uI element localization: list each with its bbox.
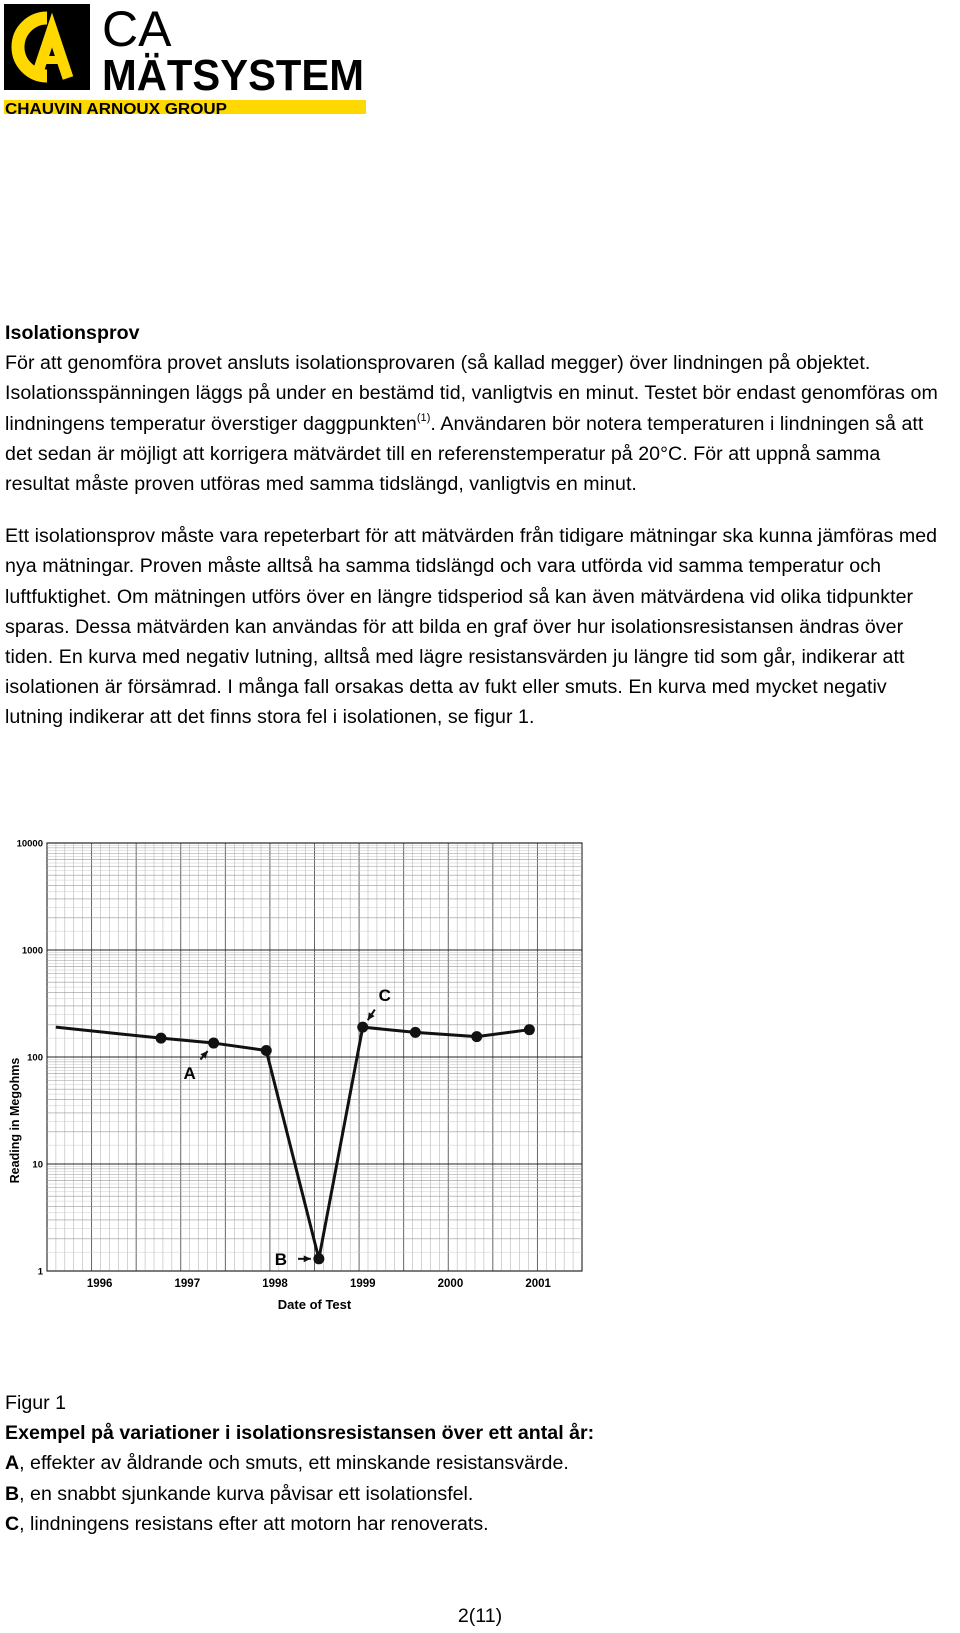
caption-item-key: C (5, 1512, 20, 1535)
section-isolationsprov (5, 318, 950, 733)
data-point (357, 1022, 368, 1033)
caption-item-text: , en snabbt sjunkande kurva påvisar ett isolationsfel. (19, 1482, 474, 1505)
y-tick-label: 1000 (21, 945, 43, 957)
x-tick-label: 1997 (174, 1278, 201, 1290)
paragraph-1 (5, 348, 950, 499)
y-tick-label: 10 (32, 1159, 43, 1171)
paragraph-1-text-a: För att genomföra provet ansluts isolationsprovaren (så kallad megger) över lindningen på objektet. Isolationsspänningen läggs på under en bestämd tid, vanligtvis en minut. Testet bör endast genomföras om lindningens temperatur överstiger daggpunkten (5, 352, 938, 435)
page-number: 2(11) (457, 1605, 503, 1627)
logo-text-ca: CA (102, 1, 172, 57)
x-tick-label: 1996 (86, 1278, 113, 1290)
section-title: Isolationsprov (5, 322, 140, 344)
caption-title: Exempel på variationer i isolationsresistansen över ett antal år: (5, 1422, 595, 1445)
annotation-label: C (378, 986, 391, 1006)
y-tick-label: 1 (37, 1266, 43, 1278)
caption-item-key: A (5, 1452, 20, 1475)
x-tick-labels (87, 1278, 552, 1290)
paragraph-1-text-b: . Användaren bör notera temperaturen i lindningen så att det sedan är möjligt att korrigera mätvärdet till en referenstemperatur på 20°C. För att uppnå samma resultat måste proven utföras med samma tidslängd, vanligtvis en minut. (5, 412, 924, 496)
x-tick-label: 2001 (525, 1278, 551, 1290)
caption-item-b (5, 1479, 950, 1509)
x-tick-label: 2000 (437, 1278, 464, 1290)
x-tick-label: 1999 (349, 1278, 376, 1290)
caption-item-text: , effekter av åldrande och smuts, ett minskande resistansvärde. (19, 1452, 569, 1475)
data-point (261, 1045, 272, 1056)
figure-caption (5, 1388, 950, 1539)
annotation-label: A (183, 1064, 196, 1084)
annotation-label: B (274, 1249, 288, 1269)
insulation-resistance-chart (0, 838, 620, 1365)
data-point (208, 1038, 219, 1049)
data-point (410, 1027, 421, 1038)
ca-matsystem-logo (4, 1, 384, 124)
caption-item-a (5, 1448, 950, 1478)
data-point (524, 1024, 535, 1035)
footnote-ref: (1) (416, 411, 431, 424)
y-axis-label: Reading in Megohms (8, 1057, 22, 1184)
x-axis-label: Date of Test (277, 1297, 352, 1312)
data-point (156, 1033, 167, 1044)
caption-item-c (5, 1509, 950, 1539)
chart-grid (47, 843, 582, 1271)
data-point (471, 1031, 482, 1042)
y-tick-label: 100 (27, 1052, 43, 1064)
y-tick-label: 10000 (16, 838, 43, 850)
logo-text-matsystem: MÄTSYSTEM (102, 51, 364, 100)
paragraph-2: Ett isolationsprov måste vara repeterbart för att mätvärden från tidigare mätningar ska kunna jämföras med nya mätningar. Proven måste alltså ha samma tidslängd och vara utförda vid samma temperatur och luftfuktighet. Om mätningen utförs över en längre tidsperiod så kan även mätvärdena vid olika tidpunkter sparas. Dessa mätvärden kan användas för att bilda en graf över hur isolationsresistansen ändras över tiden. En kurva med negativ lutning, alltså med lägre resistansvärden ju längre tid som går, indikerar att isolationen är försämrad. I många fall orsakas detta av fukt eller smuts. En kurva med mycket negativ lutning indikerar att det finns stora fel i isolationen, se figur 1. (5, 525, 938, 729)
caption-item-key: B (5, 1482, 20, 1505)
data-point (313, 1253, 324, 1264)
logo-text-group: CHAUVIN ARNOUX GROUP (5, 101, 228, 118)
x-tick-label: 1998 (262, 1278, 288, 1290)
figure-label: Figur 1 (5, 1392, 66, 1414)
caption-item-text: , lindningens resistans efter att motorn har renoverats. (19, 1512, 489, 1535)
